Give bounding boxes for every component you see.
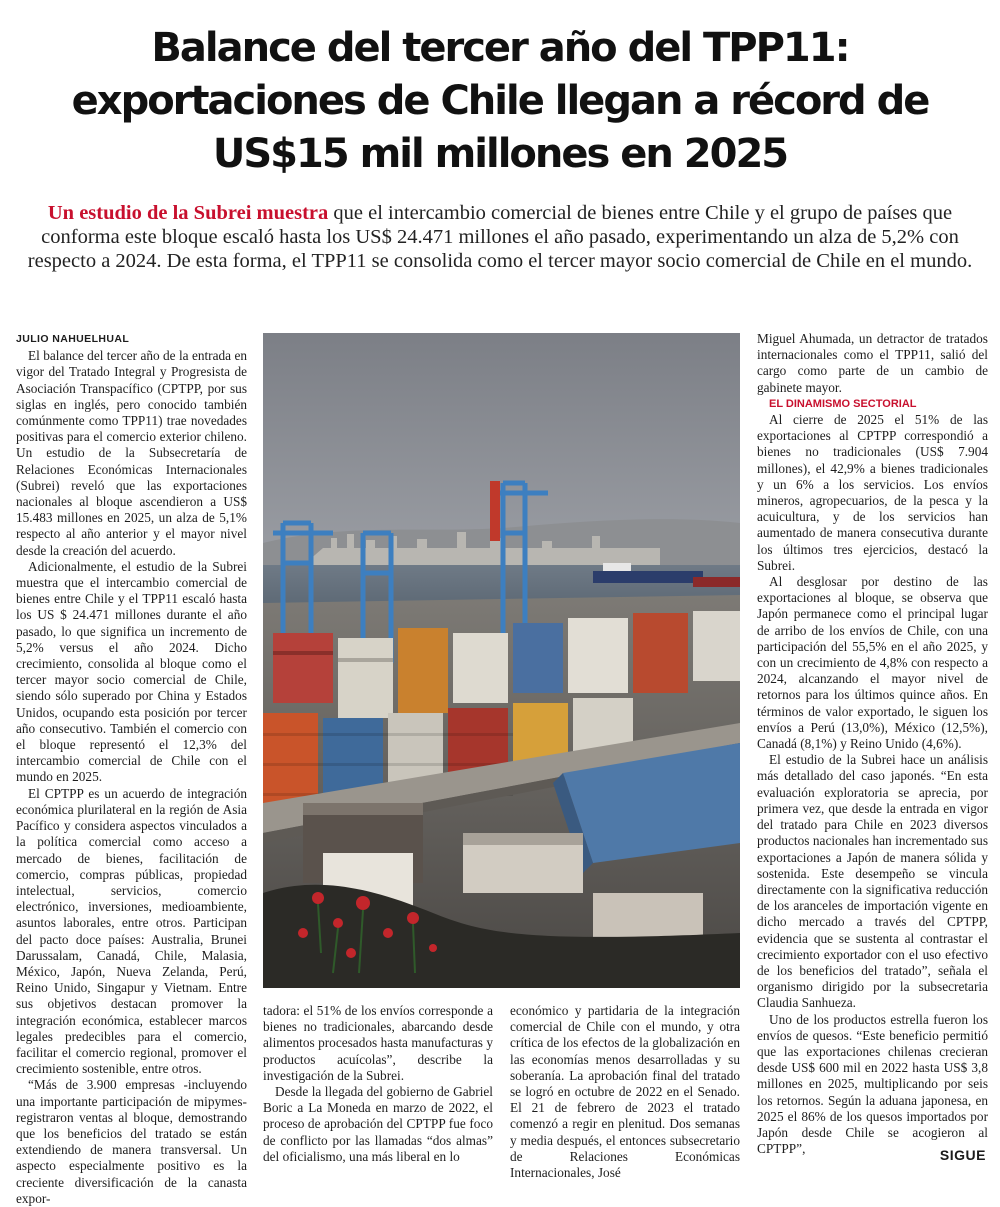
paragraph: El balance del tercer año de la entrada en vigor del Tratado Integral y Progresista de Asociación Transpacífico (CPTPP, por sus siglas en inglés, pero conocido también comúnmente como TPP11) trae novedades positivas para el comercio exterior chileno. Un estudio de la Subsecretaría de Relaciones Económicas Internacionales (Subrei) reveló que las exportaciones nacionales al bloque ascendieron a US$ 15.483 millones en 2025, un alza de 5,1% respecto al año anterior y el mayor nivel desde la creación del acuerdo. [16,348,247,558]
paragraph: Al desglosar por destino de las exportaciones al bloque, se observa que Japón permanece como el principal lugar de arribo de los envíos de Chile, con una participación del 55,5% en el año 2025, y con un crecimiento de 4,8% con respecto a 2024, alcanzando el mayor nivel de retornos para los últimos quince años. En términos de valor exportado, le siguen los envíos a Perú (13,0%), México (12,5%), Canadá (8,1%) y Reino Unido (4,6%). [757,574,988,752]
lead-text: que el intercambio comercial de bienes entre Chile y el grupo de países que conforma este bloque escaló hasta los US$ 24.471 millones el año pasado, experimentando un alza de 5,2% con respecto a 2024. De esta forma, el TPP11 se consolida como el tercer mayor socio comercial de Chile en el mundo. [27,202,973,272]
paragraph: Miguel Ahumada, un detractor de tratados internacionales como el TPP11, salió del cargo como parte de un cambio de gabinete mayor. [757,331,988,395]
article-column-1 [16,331,247,1207]
paragraph: tadora: el 51% de los envíos corresponde a bienes no tradicionales, abarcando desde alimentos procesados hasta manufacturas y productos acuícolas”, describe la investigación de la Subrei. [263,1003,493,1083]
headline-line-3: US$15 mil millones en 2025 [212,131,788,177]
article-column-3 [510,1003,740,1181]
headline-line-2: exportaciones de Chile llegan a récord de [71,78,929,124]
byline: JULIO NAHUELHUAL [16,333,130,345]
section-subhead: EL DINAMISMO SECTORIAL [769,397,917,410]
paragraph: Desde la llegada del gobierno de Gabriel Boric a La Moneda en marzo de 2022, el proceso de aprobación del CPTPP fue foco de conflicto por las llamadas “dos almas” del oficialismo, una más liberal en lo [263,1084,493,1164]
port-photo [263,333,740,988]
paragraph: Adicionalmente, el estudio de la Subrei muestra que el intercambio comercial de bienes entre Chile y el TPP11 escaló hasta los US $ 24.471 millones durante el año pasado, lo que significa un incremento de 5,2% versus el año 2024. Dicho crecimiento, consolida al bloque como el tercer mayor socio comercial de Chile, siendo sólo superado por China y Estados Unidos, ocupando esta posición por tercer año consecutivo. También el comercio con el bloque representó el 12,3% del intercambio comercial de Chile con el mundo en 2025. [16,558,247,785]
article-column-2 [263,1003,493,1165]
continues-marker: SIGUE [939,1147,986,1163]
paragraph: El CPTPP es un acuerdo de integración económica plurilateral en la región de Asia Pacífico y considera aspectos vinculados a la política comercial como acceso a mercado de bienes, facilitación de comercio, compras públicas, propiedad intelectual, servicios, comercio electrónico, inversiones, medioambiente, asuntos laborales, entre otros. Participan del pacto doce países: Australia, Brunei Darussalam, Canadá, Chile, Malasia, México, Japón, Nueva Zelanda, Perú, Reino Unido, Singapur y Vietnam. Entre sus objetivos destacan promover la integración económica, establecer marcos legales predecibles para el comercio, facilitar el comercio regional, promover el crecimiento sostenible, entre otros. [16,785,247,1077]
paragraph: Al cierre de 2025 el 51% de las exportaciones al CPTPP correspondió a bienes no tradicionales (US$ 7.904 millones), el 42,9% a bienes tradicionales y un 6% a los servicios. Los envíos mineros, agropecuarios, de la pesca y la acuicultura, y de los servicios han aumentado de manera consecutiva durante los últimos tres ejercicios, destacó la Subrei. [757,412,988,573]
paragraph: Uno de los productos estrella fueron los envíos de quesos. “Este beneficio permitió que las exportaciones chilenas crecieran desde US$ 600 mil en 2022 hasta US$ 3,8 millones en 2025, multiplicando por seis los retornos. Según la aduana japonesa, en 2025 el 86% de los quesos importados por Japón desde Chile se acogieron al CPTPP”, [757,1011,988,1157]
article-column-4 [757,331,988,1157]
port-photo-illustration [263,333,740,988]
paragraph: El estudio de la Subrei hace un análisis más detallado del caso japonés. “En esta evaluación exploratoria se aprecia, por primera vez, que desde la entrada en vigor del tratado para Chile en 2023 diversos productos nacionales han incrementado sus exportaciones a Japón de manera sólida y sostenida. Este desempeño se vincula directamente con la significativa reducción de los aranceles de importación vigente en dicho mercado a través del CPTPP, evidencia que se sustenta al contrastar el crecimiento exportador con el uso efectivo de los beneficios del tratado”, señala el organismo dirigido por la subsecretaria Claudia Sanhueza. [757,752,988,1011]
lead-highlight: Un estudio de la Subrei muestra [47,202,329,224]
headline-line-1: Balance del tercer año del TPP11: [151,25,849,71]
headline [0,22,1000,181]
paragraph: “Más de 3.900 empresas -incluyendo una importante participación de mipymes- registraron ventas al bloque, demostrando que los beneficios del tratado se están extendiendo de manera transversal. Un aspecto especialmente positivo es la creciente diversificación de la canasta expor- [16,1077,247,1206]
paragraph: económico y partidaria de la integración comercial de Chile con el mundo, y otra crítica de los efectos de la globalización en las economías menos desarrolladas y su soberanía. La aprobación final del tratado se logró en octubre de 2022 en el Senado. El 21 de febrero de 2023 el tratado comenzó a regir en plenitud. Dos semanas y media después, el entonces subsecretario de Relaciones Económicas Internacionales, José [510,1003,740,1181]
lead-paragraph [20,201,980,273]
